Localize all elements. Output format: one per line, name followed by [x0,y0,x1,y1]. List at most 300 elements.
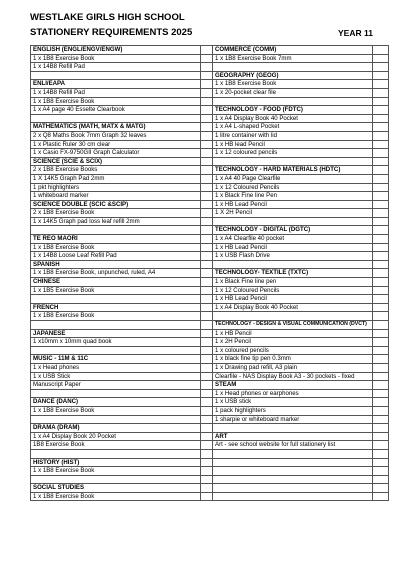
checkbox-cell [373,226,389,235]
item-row [213,389,389,398]
item-row [213,338,389,347]
item-row [213,372,389,381]
item-row [213,54,389,63]
empty-cell [213,260,373,269]
item-text: 1 pack highlighters [213,406,373,415]
spacer-row [213,97,389,106]
checkbox-cell [201,346,213,355]
checkbox-cell [373,97,389,106]
checkbox-cell [201,88,213,97]
checkbox-cell [201,71,213,80]
item-row [213,329,389,338]
subject-heading: ENLI/EAPA [31,80,201,89]
item-text: 1 x Black Fine line pen [213,278,373,287]
item-text: 1 x 14B8 Refill Pad [31,88,201,97]
item-text: 1 x 1B5 Exercise Book [31,286,201,295]
checkbox-cell [373,406,389,415]
checkbox-cell [201,252,213,261]
item-text: 1 x 12 coloured pencils [213,149,373,158]
checkbox-cell [373,424,389,433]
subject-heading: JAPANESE [31,329,201,338]
checkbox-cell [201,458,213,467]
item-row [31,192,213,201]
item-row [213,114,389,123]
subject-heading-row [213,46,389,55]
spacer-row [213,157,389,166]
item-text: 1 x HB Lead Pencil [213,200,373,209]
item-text: 1B8 Exercise Book [31,441,201,450]
empty-cell [31,321,201,330]
checkbox-cell [373,157,389,166]
empty-cell [213,449,373,458]
right-column-body [213,46,389,501]
checkbox-cell [373,286,389,295]
subject-heading-row [31,80,213,89]
empty-cell [31,114,201,123]
item-text: 1 x A4 Display Book 20 Pocket [31,432,201,441]
document-title: STATIONERY REQUIREMENTS 2025 [30,27,193,38]
subject-heading-row [31,260,213,269]
empty-cell [213,63,373,72]
subject-heading: SCIENCE DOUBLE (SCIC &SCIP) [31,200,201,209]
checkbox-cell [201,303,213,312]
spacer-row [213,492,389,501]
subject-heading-row [213,166,389,175]
item-text: 1 x HB Lead Pencil [213,295,373,304]
item-row [31,432,213,441]
item-text: 1 x A4 L-shaped Pocket [213,123,373,132]
checkbox-cell [373,346,389,355]
spacer-row [31,389,213,398]
item-row [213,140,389,149]
spacer-row [213,312,389,321]
item-text: 1 x10mm x 10mm quad book [31,338,201,347]
item-row [31,174,213,183]
item-row [31,54,213,63]
checkbox-cell [201,415,213,424]
checkbox-cell [201,97,213,106]
subject-heading-row [31,278,213,287]
item-text: Manuscript Paper [31,381,201,390]
checkbox-cell [373,492,389,501]
checkbox-cell [201,406,213,415]
subject-heading: SPANISH [31,260,201,269]
school-name: WESTLAKE GIRLS HIGH SCHOOL [30,12,185,23]
item-row [213,174,389,183]
checkbox-cell [373,355,389,364]
empty-cell [213,467,373,476]
checkbox-cell [373,441,389,450]
empty-cell [213,475,373,484]
item-text: 2 x Q8 Maths Book 7mm Graph 32 leaves [31,131,201,140]
item-text: 1 x 1B8 Exercise Book 7mm [213,54,373,63]
checkbox-cell [201,355,213,364]
checkbox-cell [201,157,213,166]
item-row [31,106,213,115]
empty-cell [31,389,201,398]
checkbox-cell [201,63,213,72]
item-text: 1 x 14B8 Refill Pad [31,63,201,72]
checkbox-cell [201,321,213,330]
checkbox-cell [373,88,389,97]
item-row [31,149,213,158]
empty-cell [213,157,373,166]
item-row [213,415,389,424]
spacer-row [213,475,389,484]
item-row [31,269,213,278]
checkbox-cell [373,398,389,407]
checkbox-cell [373,381,389,390]
checkbox-cell [373,295,389,304]
checkbox-cell [373,235,389,244]
empty-cell [213,458,373,467]
left-column-body [31,46,213,501]
item-text: 1 x 1B8 Exercise Book [31,312,201,321]
subject-heading-row [31,458,213,467]
subject-heading-row [31,123,213,132]
item-text: 1 x 20-pocket clear file [213,88,373,97]
checkbox-cell [373,209,389,218]
empty-cell [31,346,201,355]
item-row [31,131,213,140]
empty-cell [31,415,201,424]
checkbox-cell [201,389,213,398]
item-text: 1 x 14K5 Graph pad loss leaf refill 2mm [31,217,201,226]
spacer-row [213,260,389,269]
checkbox-cell [201,492,213,501]
checkbox-cell [201,432,213,441]
checkbox-cell [201,174,213,183]
checkbox-cell [373,243,389,252]
item-text: 1 x HB Pencil [213,329,373,338]
spacer-row [213,458,389,467]
item-row [213,252,389,261]
subject-heading-row [31,235,213,244]
checkbox-cell [373,217,389,226]
empty-cell [213,97,373,106]
item-row [213,123,389,132]
item-row [213,441,389,450]
checkbox-cell [201,114,213,123]
checkbox-cell [201,269,213,278]
checkbox-cell [373,475,389,484]
item-row [31,209,213,218]
item-row [31,286,213,295]
item-text: 1 x Casio FX-9750GII Graph Calculator [31,149,201,158]
checkbox-cell [201,54,213,63]
checkbox-cell [373,372,389,381]
subject-heading: GEOGRAPHY (GEOG) [213,71,373,80]
checkbox-cell [373,329,389,338]
item-row [213,80,389,89]
item-text: 1 x 1B8 Exercise Book, unpunched, ruled, A4 [31,269,201,278]
subject-heading-row [213,432,389,441]
item-row [31,372,213,381]
item-row [31,252,213,261]
empty-cell [31,71,201,80]
subject-heading: ART [213,432,373,441]
item-row [31,183,213,192]
item-row [213,303,389,312]
checkbox-cell [373,432,389,441]
item-text: 1 x Plastic Ruler 30 cm clear [31,140,201,149]
checkbox-cell [201,424,213,433]
subject-heading: SCIENCE (SCIE & SCIX) [31,157,201,166]
spacer-row [31,449,213,458]
item-text: Clearfile - NAS Display Book A3 - 30 pockets - fixed [213,372,373,381]
checkbox-cell [201,209,213,218]
checkbox-cell [201,398,213,407]
subject-heading-row [31,46,213,55]
subject-heading-row [213,106,389,115]
item-text: 1 whiteboard marker [31,192,201,201]
subject-heading-row [213,381,389,390]
item-text: 1 x 1B8 Exercise Book [31,97,201,106]
item-text: 1 litre container with lid [213,131,373,140]
spacer-row [31,475,213,484]
item-row [213,183,389,192]
item-row [31,441,213,450]
subject-heading: TECHNOLOGY - FOOD (FDTC) [213,106,373,115]
checkbox-cell [373,54,389,63]
empty-cell [31,295,201,304]
checkbox-cell [373,269,389,278]
checkbox-cell [373,149,389,158]
subject-heading-row [213,269,389,278]
item-row [213,346,389,355]
item-row [31,217,213,226]
checkbox-cell [373,260,389,269]
checkbox-cell [373,484,389,493]
checkbox-cell [201,381,213,390]
item-text: 1 x Head phones or earphones [213,389,373,398]
checkbox-cell [373,321,389,330]
item-text: 1 X 14K5 Graph Pad 2mm [31,174,201,183]
subject-heading-row [213,321,389,330]
item-text: 1 x USB Stick [31,372,201,381]
spacer-row [213,217,389,226]
checkbox-cell [201,312,213,321]
checkbox-cell [201,484,213,493]
subject-heading: TECHNOLOGY - HARD MATERIALS (HDTC) [213,166,373,175]
item-text: 1 x Drawing pad refill, A3 plain [213,363,373,372]
item-row [213,355,389,364]
item-text: 1 x A4 Clearfile 40 pocket [213,235,373,244]
checkbox-cell [201,123,213,132]
checkbox-cell [201,217,213,226]
checkbox-cell [201,475,213,484]
checkbox-cell [373,192,389,201]
empty-cell [213,492,373,501]
subject-heading: SOCIAL STUDIES [31,484,201,493]
item-text: 1 x Black Fine line Pen [213,192,373,201]
left-column-table [30,45,213,501]
item-text: 1 x A4 40 Page Clearfile [213,174,373,183]
item-row [213,406,389,415]
item-text: 1 x coloured pencils [213,346,373,355]
checkbox-cell [373,252,389,261]
item-text: 1 x black fine tip pen 0.3mm [213,355,373,364]
empty-cell [31,226,201,235]
subject-heading-row [31,355,213,364]
item-text: 1 x 1B8 Exercise Book [31,406,201,415]
item-row [213,209,389,218]
item-text: 1 x A4 page 40 Esselte Clearbook [31,106,201,115]
subject-heading: MATHEMATICS (MATH, MATX & MATG) [31,123,201,132]
subject-heading-row [31,484,213,493]
checkbox-cell [201,192,213,201]
checkbox-cell [373,415,389,424]
checkbox-cell [201,441,213,450]
checkbox-cell [373,80,389,89]
item-row [31,312,213,321]
subject-heading: DANCE (DANC) [31,398,201,407]
checkbox-cell [201,235,213,244]
checkbox-cell [201,243,213,252]
item-text: 2 x 1B8 Exercise Book [31,209,201,218]
subject-heading: TECHNOLOGY - DESIGN & VISUAL COMMUNICATION (DVCT) [213,321,373,330]
checkbox-cell [201,260,213,269]
item-row [31,97,213,106]
subject-heading: HISTORY (HIST) [31,458,201,467]
subject-heading-row [31,200,213,209]
subject-heading: COMMERCE (COMM) [213,46,373,55]
item-text: 1 x HB lead Pencil [213,140,373,149]
item-text: 1 x 12 Coloured Pencils [213,183,373,192]
checkbox-cell [373,140,389,149]
subject-heading-row [31,424,213,433]
item-row [213,295,389,304]
subject-heading: ENGLISH (ENGL/ENGV/ENGW) [31,46,201,55]
item-row [213,88,389,97]
subject-heading: STEAM [213,381,373,390]
spacer-row [31,226,213,235]
item-row [213,243,389,252]
subject-heading: FRENCH [31,303,201,312]
checkbox-cell [373,449,389,458]
item-text: 1 x USB stick [213,398,373,407]
item-text: 1 x USB Flash Drive [213,252,373,261]
checkbox-cell [201,140,213,149]
item-row [31,363,213,372]
item-row [213,363,389,372]
item-row [31,140,213,149]
checkbox-cell [373,106,389,115]
subject-heading: TE REO MAORI [31,235,201,244]
checkbox-cell [201,46,213,55]
checkbox-cell [373,200,389,209]
item-row [31,88,213,97]
item-row [31,63,213,72]
checkbox-cell [373,467,389,476]
year-level: YEAR 11 [338,28,373,38]
item-text: 1 x A4 Display Book 40 Pocket [213,303,373,312]
checkbox-cell [201,183,213,192]
item-row [31,166,213,175]
checkbox-cell [201,166,213,175]
checkbox-cell [373,63,389,72]
checkbox-cell [373,363,389,372]
right-column-table [212,45,389,501]
item-row [213,149,389,158]
item-row [31,243,213,252]
item-text: 1 X 2H Pencil [213,209,373,218]
checkbox-cell [201,286,213,295]
checkbox-cell [201,80,213,89]
checkbox-cell [201,226,213,235]
spacer-row [31,321,213,330]
item-row [213,235,389,244]
item-text: 1 x 14B8 Loose Leaf Refill Pad [31,252,201,261]
checkbox-cell [201,200,213,209]
subject-heading-row [213,226,389,235]
checkbox-cell [201,131,213,140]
item-text: 1 x A4 Display Book 40 Pocket [213,114,373,123]
checkbox-cell [201,295,213,304]
spacer-row [213,424,389,433]
spacer-row [213,449,389,458]
checkbox-cell [201,329,213,338]
checkbox-cell [201,363,213,372]
spacer-row [213,63,389,72]
item-text: 1 x Head phones [31,363,201,372]
item-text: Art - see school website for full stationery list [213,441,373,450]
spacer-row [213,484,389,493]
checkbox-cell [201,338,213,347]
item-text: 1 x 1B8 Exercise Book [31,243,201,252]
subject-heading: TECHNOLOGY- TEXTILE (TXTC) [213,269,373,278]
subject-heading: MUSIC - 11M & 11C [31,355,201,364]
checkbox-cell [373,458,389,467]
checkbox-cell [373,312,389,321]
item-row [213,192,389,201]
item-row [213,278,389,287]
subject-heading-row [31,329,213,338]
checkbox-cell [373,338,389,347]
subject-heading-row [31,157,213,166]
empty-cell [213,312,373,321]
checkbox-cell [373,131,389,140]
checkbox-cell [373,46,389,55]
subject-heading-row [31,303,213,312]
spacer-row [31,295,213,304]
checkbox-cell [201,449,213,458]
item-text: 1 sharpie or whiteboard marker [213,415,373,424]
subject-heading: TECHNOLOGY - DIGITAL (DGTC) [213,226,373,235]
checkbox-cell [201,106,213,115]
checkbox-cell [373,166,389,175]
item-row [31,406,213,415]
subject-heading: CHINESE [31,278,201,287]
item-row [213,131,389,140]
checkbox-cell [373,183,389,192]
item-row [213,398,389,407]
checkbox-cell [201,467,213,476]
spacer-row [31,415,213,424]
item-row [31,492,213,501]
checkbox-cell [373,303,389,312]
checkbox-cell [373,389,389,398]
subject-heading-row [31,398,213,407]
checkbox-cell [373,278,389,287]
checkbox-cell [373,114,389,123]
item-text: 1 x 1B8 Exercise Book [31,492,201,501]
item-text: 1 x 1B8 Exercise Book [31,54,201,63]
item-row [213,286,389,295]
item-row [31,381,213,390]
empty-cell [213,424,373,433]
checkbox-cell [373,71,389,80]
